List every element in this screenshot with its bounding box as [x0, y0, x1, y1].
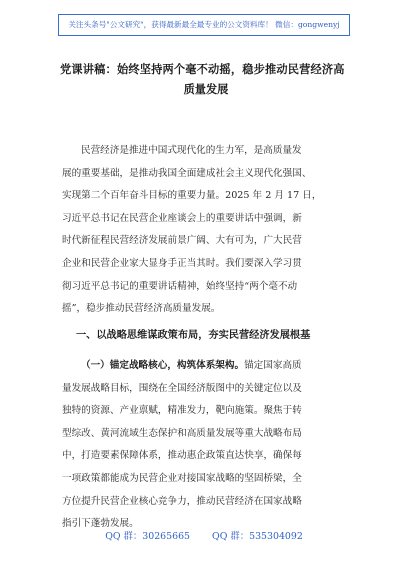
subsection-heading: （一）锚定战略核心，构筑体系架构。 [81, 360, 245, 371]
paragraph-line: 指引下蓬勃发展。 [62, 518, 139, 530]
paragraph-line: 企业和民营企业家大显身手正当其时。我们要深入学习贯 [62, 257, 302, 269]
subsection-paragraph [62, 355, 346, 536]
paragraph-line [62, 355, 346, 378]
section-heading-1: 一、以战略思维谋政策布局，夯实民营经济发展根基 [76, 329, 311, 341]
footer-qq-group-2: QQ 群：535304092 [212, 531, 303, 542]
header-banner: 关注头条号"公文研究"，获得最新最全最专业的公文资料库！ 微信：gongwenyj [58, 14, 350, 36]
paragraph-line: 展的重要基础，是推动我国全面建成社会主义现代化强国、 [62, 167, 312, 179]
footer-contact [0, 528, 408, 542]
paragraph-line: 一项政策都能成为民营企业对接国家战略的坚固桥梁，全 [62, 472, 302, 484]
intro-paragraph [62, 140, 346, 321]
document-title [60, 59, 352, 99]
paragraph-line: 实现第二个百年奋斗目标的重要力量。2025 年 2 月 17 日， [62, 190, 322, 202]
title-line-1: 党课讲稿：始终坚持两个毫不动摇，稳步推动民营经济高 [60, 62, 345, 76]
footer-qq-group-1: QQ 群：30265665 [105, 531, 191, 542]
paragraph-line: 方位提升民营企业核心竞争力，推动民营经济在国家战略 [62, 495, 302, 507]
paragraph-line: 独特的资源、产业禀赋，精准发力，靶向施策。聚焦于转 [62, 405, 302, 417]
paragraph-line: 型综改、黄河流域生态保护和高质量发展等重大战略布局 [62, 427, 302, 439]
paragraph-line: 习近平总书记在民营企业座谈会上的重要讲话中强调，新 [62, 212, 302, 224]
title-line-2: 质量发展 [183, 82, 229, 96]
paragraph-line: 中，打造要素保障体系，推动惠企政策直达快享，确保每 [62, 450, 302, 462]
paragraph-line: 民营经济是推进中国式现代化的生力军，是高质量发 [81, 145, 302, 156]
paragraph-line: 彻习近平总书记的重要讲话精神，始终坚持“两个毫不动 [62, 280, 298, 292]
paragraph-text: 锚定国家高质 [244, 360, 302, 371]
paragraph-line: 摇”，稳步推动民营经济高质量发展。 [62, 303, 221, 315]
paragraph-line: 时代新征程民营经济发展前景广阔、大有可为，广大民营 [62, 235, 302, 247]
paragraph-line: 量发展战略目标，围绕在全国经济版图中的关键定位以及 [62, 382, 302, 394]
